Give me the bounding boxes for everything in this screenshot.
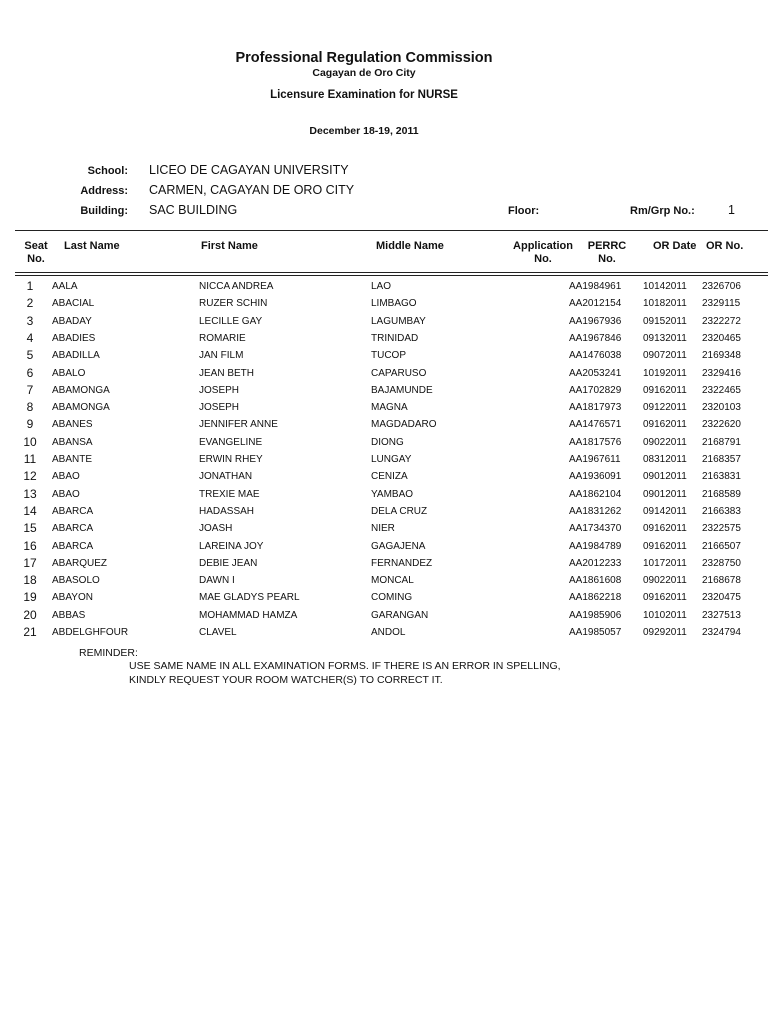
table-row	[0, 556, 768, 573]
cell-middle: TRINIDAD	[371, 332, 419, 344]
cell-last: ABADAY	[52, 315, 92, 327]
cell-ordate: 09012011	[643, 488, 687, 500]
cell-orno: 2166507	[702, 540, 741, 552]
cell-seat: 15	[23, 521, 37, 536]
cell-orno: 2322620	[702, 419, 741, 431]
exam-date: December 18-19, 2011	[309, 125, 419, 137]
cell-orno: 2168357	[702, 454, 741, 465]
table-row	[0, 521, 768, 538]
cell-first: CLAVEL	[199, 627, 237, 638]
table-row	[0, 417, 768, 434]
cell-orno: 2329416	[702, 367, 741, 379]
cell-first: ERWIN RHEY	[199, 454, 263, 465]
cell-app: AA1936091	[569, 471, 622, 483]
table-row	[0, 366, 768, 383]
table-row	[0, 279, 768, 296]
cell-ordate: 09162011	[643, 523, 687, 535]
cell-ordate: 09142011	[643, 505, 687, 517]
cell-seat: 19	[23, 590, 37, 605]
cell-last: ABACIAL	[52, 298, 95, 310]
cell-middle: COMING	[371, 592, 413, 604]
col-last-header: Last Name	[64, 240, 120, 252]
cell-ordate: 09022011	[643, 575, 687, 587]
cell-app: AA2012233	[569, 557, 622, 569]
cell-middle: NIER	[371, 523, 395, 535]
cell-ordate: 09072011	[643, 350, 687, 362]
cell-middle: YAMBAO	[371, 488, 414, 500]
room-value: 1	[728, 203, 735, 217]
cell-orno: 2168678	[702, 575, 741, 587]
cell-ordate: 09162011	[643, 384, 687, 396]
cell-seat: 3	[26, 313, 34, 328]
cell-first: JONATHAN	[199, 471, 253, 483]
cell-seat: 18	[23, 573, 37, 588]
header-bottom-rule	[15, 272, 768, 273]
cell-seat: 7	[26, 382, 34, 397]
col-seat-header: Seat No.	[24, 240, 48, 265]
cell-app: AA1862104	[569, 488, 622, 500]
cell-last: ABAO	[52, 471, 80, 483]
cell-first: NICCA ANDREA	[199, 281, 274, 292]
city-subtitle: Cagayan de Oro City	[312, 67, 416, 79]
cell-orno: 2322465	[702, 384, 741, 396]
cell-app: AA1734370	[569, 523, 622, 535]
cell-first: DEBIE JEAN	[199, 557, 258, 569]
table-row	[0, 348, 768, 365]
table-row	[0, 590, 768, 607]
cell-middle: DIONG	[371, 436, 404, 448]
cell-middle: MAGNA	[371, 402, 408, 414]
cell-orno: 2322575	[702, 523, 741, 535]
cell-seat: 10	[23, 434, 37, 449]
col-ordate-header: OR Date	[653, 240, 697, 252]
cell-middle: CENIZA	[371, 471, 408, 483]
reminder-line-2: KINDLY REQUEST YOUR ROOM WATCHER(S) TO CORRECT IT.	[129, 674, 443, 686]
cell-first: HADASSAH	[199, 505, 255, 517]
cell-middle: CAPARUSO	[371, 367, 427, 379]
cell-ordate: 08312011	[643, 454, 687, 465]
cell-last: ABARCA	[52, 540, 94, 552]
table-row	[0, 331, 768, 348]
floor-label: Floor:	[508, 205, 540, 217]
header-top-rule	[15, 230, 768, 231]
cell-ordate: 10172011	[643, 557, 687, 569]
cell-orno: 2163831	[702, 471, 741, 483]
cell-app: AA2012154	[569, 298, 622, 310]
cell-middle: FERNANDEZ	[371, 557, 433, 569]
table-row	[0, 469, 768, 486]
cell-last: ABAO	[52, 488, 80, 500]
cell-middle: LIMBAGO	[371, 298, 417, 310]
cell-app: AA1476571	[569, 419, 622, 431]
cell-app: AA1702829	[569, 384, 622, 396]
table-row	[0, 539, 768, 556]
cell-orno: 2320475	[702, 592, 741, 604]
cell-last: AALA	[52, 281, 78, 292]
cell-middle: DELA CRUZ	[371, 505, 428, 517]
cell-first: TREXIE MAE	[199, 488, 260, 500]
cell-middle: GAGAJENA	[371, 540, 426, 552]
cell-ordate: 09022011	[643, 436, 687, 448]
cell-app: AA1476038	[569, 350, 622, 362]
building-label: Building:	[80, 205, 128, 217]
cell-ordate: 09162011	[643, 419, 687, 431]
school-label: School:	[87, 165, 128, 177]
table-row	[0, 296, 768, 313]
cell-first: JOASH	[199, 523, 233, 535]
reminder-label: REMINDER:	[79, 647, 138, 659]
cell-last: ABARCA	[52, 505, 94, 517]
cell-middle: LAGUMBAY	[371, 315, 426, 327]
header-bottom-rule-2	[15, 275, 768, 276]
cell-first: LECILLE GAY	[199, 315, 263, 327]
cell-last: ABADILLA	[52, 350, 100, 362]
cell-orno: 2327513	[702, 609, 741, 621]
cell-seat: 16	[23, 538, 37, 553]
cell-last: ABDELGHFOUR	[52, 627, 129, 638]
cell-first: MOHAMMAD HAMZA	[199, 609, 298, 621]
cell-ordate: 09292011	[643, 627, 687, 638]
cell-app: AA2053241	[569, 367, 622, 379]
table-row	[0, 435, 768, 452]
cell-last: ABAYON	[52, 592, 93, 604]
cell-app: AA1967611	[569, 454, 621, 465]
cell-seat: 14	[23, 503, 37, 518]
cell-app: AA1862218	[569, 592, 622, 604]
address-value: CARMEN, CAGAYAN DE ORO CITY	[149, 183, 355, 197]
cell-app: AA1984789	[569, 540, 622, 552]
cell-middle: TUCOP	[371, 350, 406, 362]
col-first-header: First Name	[201, 240, 258, 252]
cell-last: ABANTE	[52, 454, 93, 465]
cell-seat: 12	[23, 469, 37, 484]
cell-last: ABADIES	[52, 332, 96, 344]
cell-orno: 2168589	[702, 488, 741, 500]
cell-orno: 2320103	[702, 402, 741, 414]
cell-last: ABAMONGA	[52, 384, 110, 396]
cell-ordate: 09122011	[643, 402, 687, 414]
cell-app: AA1817973	[569, 402, 622, 414]
cell-app: AA1985906	[569, 609, 622, 621]
col-application-header: Application No.	[513, 240, 573, 265]
cell-ordate: 09162011	[643, 540, 687, 552]
cell-middle: MONCAL	[371, 575, 414, 587]
cell-last: ABBAS	[52, 609, 86, 621]
table-row	[0, 452, 768, 469]
cell-first: ROMARIE	[199, 332, 246, 344]
cell-seat: 6	[26, 365, 34, 380]
cell-middle: LUNGAY	[371, 454, 412, 465]
cell-app: AA1967846	[569, 332, 622, 344]
cell-first: JOSEPH	[199, 402, 240, 414]
cell-app: AA1967936	[569, 315, 622, 327]
table-row	[0, 487, 768, 504]
col-middle-header: Middle Name	[376, 240, 444, 252]
table-row	[0, 573, 768, 590]
cell-seat: 17	[23, 555, 37, 570]
cell-middle: BAJAMUNDE	[371, 384, 433, 396]
cell-orno: 2322272	[702, 315, 741, 327]
cell-ordate: 10192011	[643, 367, 687, 379]
exam-title: Licensure Examination for NURSE	[270, 89, 458, 101]
cell-app: AA1861608	[569, 575, 622, 587]
cell-app: AA1985057	[569, 627, 622, 638]
cell-middle: LAO	[371, 281, 392, 292]
col-orno-header: OR No.	[706, 240, 744, 252]
cell-last: ABANES	[52, 419, 93, 431]
cell-seat: 11	[23, 452, 37, 466]
table-row	[0, 625, 768, 642]
cell-middle: MAGDADARO	[371, 419, 437, 431]
cell-first: MAE GLADYS PEARL	[199, 592, 300, 604]
cell-seat: 5	[26, 348, 34, 363]
cell-ordate: 09162011	[643, 592, 687, 604]
cell-first: DAWN I	[199, 575, 235, 587]
room-label: Rm/Grp No.:	[630, 205, 695, 217]
cell-first: RUZER SCHIN	[199, 298, 268, 310]
cell-last: ABARQUEZ	[52, 557, 108, 569]
cell-ordate: 09132011	[643, 332, 687, 344]
cell-last: ABANSA	[52, 436, 93, 448]
cell-first: JOSEPH	[199, 384, 240, 396]
cell-app: AA1831262	[569, 505, 622, 517]
cell-app: AA1817576	[569, 436, 622, 448]
table-row	[0, 383, 768, 400]
cell-app: AA1984961	[569, 281, 622, 292]
cell-first: JEAN BETH	[199, 367, 255, 379]
building-value: SAC BUILDING	[149, 203, 238, 217]
cell-orno: 2328750	[702, 557, 741, 569]
cell-first: JAN FILM	[199, 350, 244, 362]
cell-ordate: 09152011	[643, 315, 687, 327]
cell-last: ABASOLO	[52, 575, 100, 587]
cell-orno: 2326706	[702, 281, 741, 292]
cell-seat: 20	[23, 607, 37, 622]
address-label: Address:	[80, 185, 128, 197]
cell-first: EVANGELINE	[199, 436, 263, 448]
cell-orno: 2320465	[702, 332, 741, 344]
table-row	[0, 608, 768, 625]
cell-seat: 4	[26, 330, 34, 345]
col-perrc-header: PERRC No.	[587, 240, 627, 265]
cell-middle: GARANGAN	[371, 609, 429, 621]
cell-seat: 9	[26, 417, 34, 432]
cell-ordate: 10102011	[643, 609, 687, 621]
page-title: Professional Regulation Commission	[235, 50, 493, 66]
cell-seat: 8	[26, 400, 34, 415]
cell-middle: ANDOL	[371, 627, 406, 638]
cell-seat: 1	[26, 279, 34, 293]
cell-last: ABARCA	[52, 523, 94, 535]
cell-orno: 2166383	[702, 505, 741, 517]
cell-orno: 2169348	[702, 350, 741, 362]
cell-first: JENNIFER ANNE	[199, 419, 278, 431]
cell-orno: 2329115	[702, 298, 741, 310]
cell-ordate: 10142011	[643, 281, 687, 292]
school-value: LICEO DE CAGAYAN UNIVERSITY	[149, 163, 349, 177]
table-row	[0, 504, 768, 521]
cell-orno: 2168791	[702, 436, 741, 448]
cell-ordate: 10182011	[643, 298, 687, 310]
cell-seat: 13	[23, 486, 37, 501]
cell-seat: 2	[26, 296, 34, 311]
cell-last: ABALO	[52, 367, 86, 379]
table-row	[0, 314, 768, 331]
cell-ordate: 09012011	[643, 471, 687, 483]
reminder-line-1: USE SAME NAME IN ALL EXAMINATION FORMS. IF THERE IS AN ERROR IN SPELLING,	[129, 660, 561, 672]
cell-first: LAREINA JOY	[199, 540, 264, 552]
cell-orno: 2324794	[702, 627, 741, 638]
table-row	[0, 400, 768, 417]
cell-last: ABAMONGA	[52, 402, 110, 414]
cell-seat: 21	[23, 625, 37, 639]
